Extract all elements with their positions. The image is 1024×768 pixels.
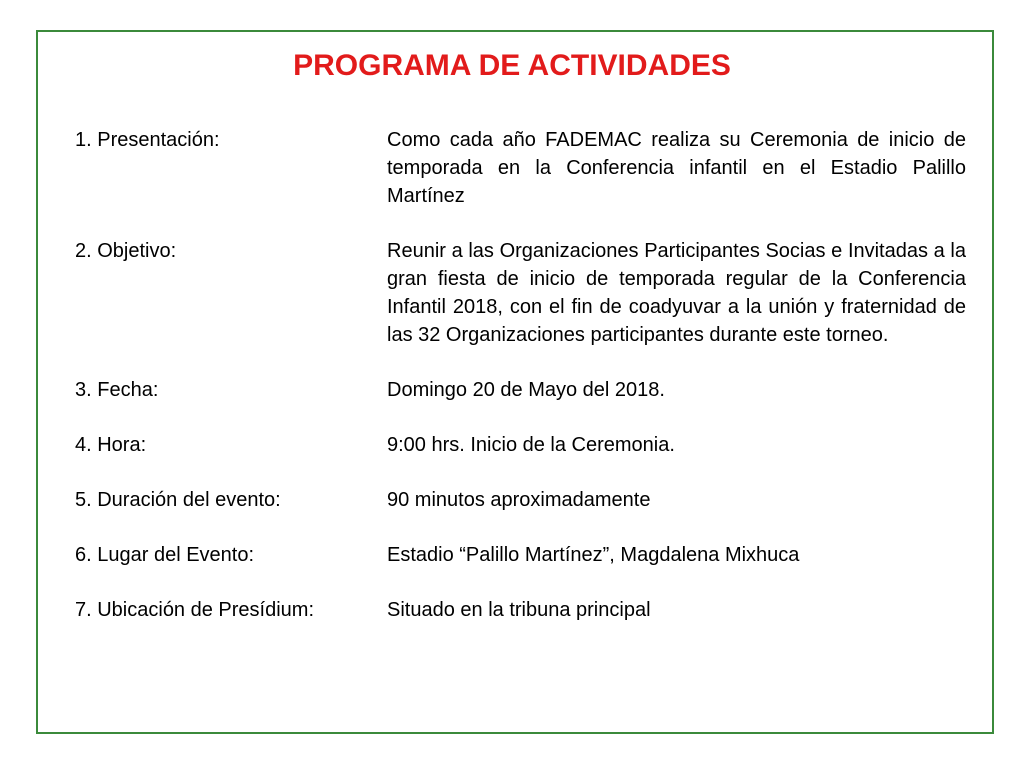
item-value: 90 minutos aproximadamente bbox=[387, 489, 651, 511]
item-value: Situado en la tribuna principal bbox=[387, 599, 651, 621]
list-item-duracion bbox=[75, 486, 966, 514]
item-value: 9:00 hrs. Inicio de la Ceremonia. bbox=[387, 434, 675, 456]
list-item-objetivo bbox=[75, 237, 966, 349]
item-label: 4. Hora: bbox=[75, 434, 147, 456]
item-label: 5. Duración del evento: bbox=[75, 489, 281, 511]
item-value: Reunir a las Organizaciones Participantes Socias e Invitadas a la gran fiesta de inicio de temporada regular de la Conferencia Infantil 2018, con el fin de coadyuvar a la unión y fraternidad de las 32 Organizaciones participantes durante este torneo. bbox=[387, 240, 966, 346]
list-item-presentacion bbox=[75, 126, 966, 210]
list-item-lugar bbox=[75, 541, 966, 569]
activities-list bbox=[75, 126, 966, 651]
item-value: Domingo 20 de Mayo del 2018. bbox=[387, 379, 665, 401]
page-title: PROGRAMA DE ACTIVIDADES bbox=[293, 49, 731, 82]
item-label: 2. Objetivo: bbox=[75, 240, 177, 262]
item-label: 7. Ubicación de Presídium: bbox=[75, 599, 315, 621]
item-label: 3. Fecha: bbox=[75, 379, 159, 401]
item-label: 1. Presentación: bbox=[75, 129, 220, 151]
list-item-fecha bbox=[75, 376, 966, 404]
list-item-ubicacion bbox=[75, 596, 966, 624]
list-item-hora bbox=[75, 431, 966, 459]
item-label: 6. Lugar del Evento: bbox=[75, 544, 255, 566]
item-value: Estadio “Palillo Martínez”, Magdalena Mixhuca bbox=[387, 544, 800, 566]
item-value: Como cada año FADEMAC realiza su Ceremonia de inicio de temporada en la Conferencia infantil en el Estadio Palillo Martínez bbox=[387, 129, 966, 207]
